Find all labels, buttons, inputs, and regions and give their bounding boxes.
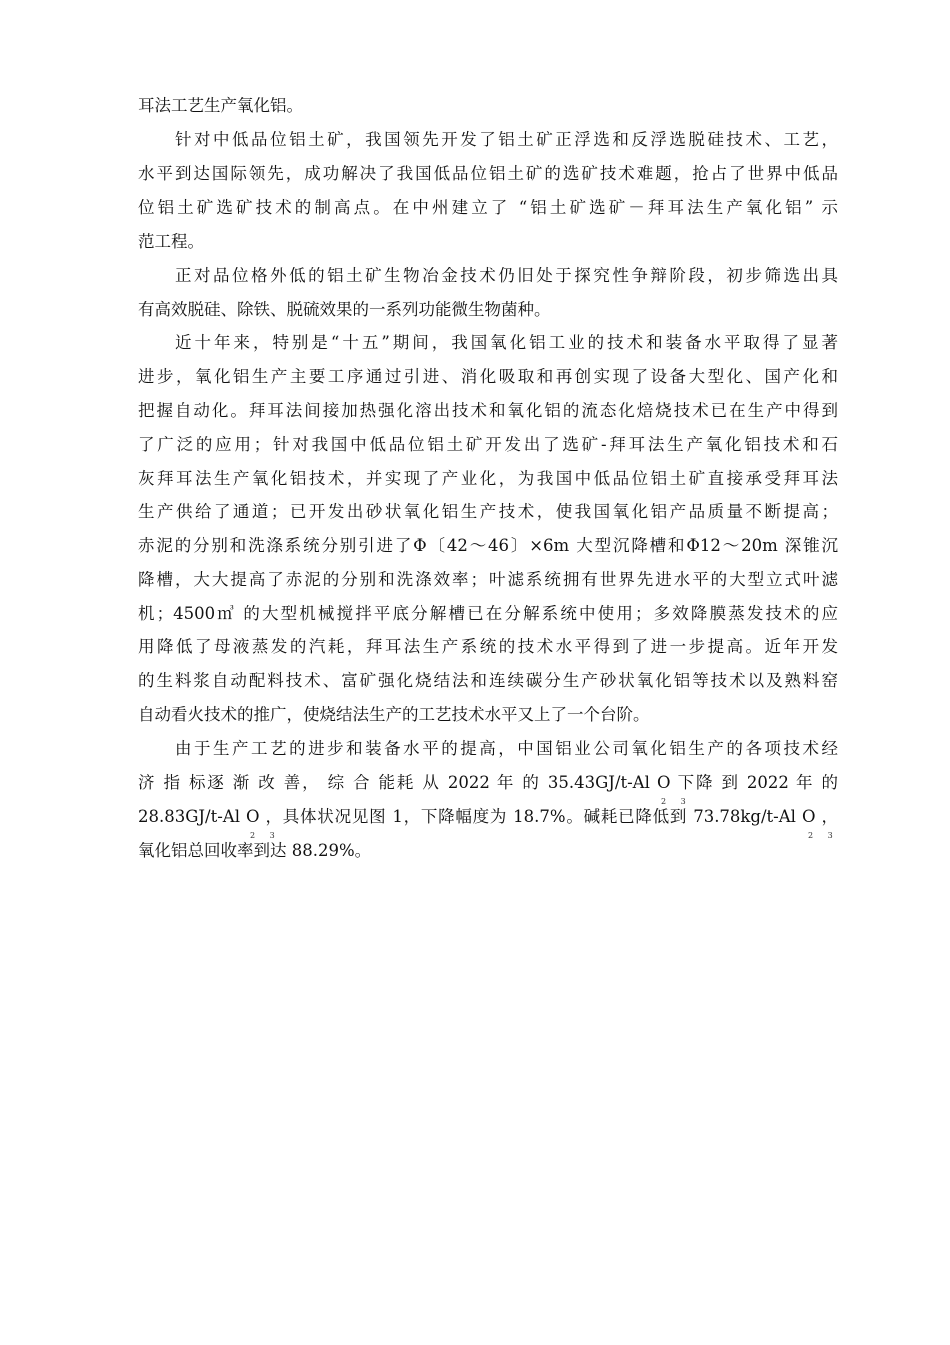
paragraph-line: 了广泛的应用；针对我国中低品位铝土矿开发出了选矿-拜耳法生产氧化铝技术和石 bbox=[138, 435, 838, 454]
subscript: 2 3 bbox=[250, 831, 281, 840]
paragraph-line: 赤泥的分别和洗涤系统分别引进了Φ〔42～46〕×6m 大型沉降槽和Φ12～20m 深锥沉 bbox=[138, 536, 838, 555]
paragraph-line: 近十年来，特别是“十五”期间，我国氧化铝工业的技术和装备水平取得了显著 bbox=[175, 333, 838, 352]
paragraph-line: 自动看火技术的推广，使烧结法生产的工艺技术水平又上了一个台阶。 bbox=[138, 705, 650, 724]
paragraph-line: 有高效脱硅、除铁、脱硫效果的一系列功能微生物菌种。 bbox=[138, 300, 551, 319]
paragraph-line: 由于生产工艺的进步和装备水平的提高，中国铝业公司氧化铝生产的各项技术经 bbox=[175, 739, 838, 758]
paragraph-line: 用降低了母液蒸发的汽耗，拜耳法生产系统的技术水平得到了进一步提高。近年开发 bbox=[138, 637, 838, 656]
paragraph-line: 灰拜耳法生产氧化铝技术，并实现了产业化，为我国中低品位铝土矿直接承受拜耳法 bbox=[138, 469, 838, 488]
paragraph-line: 氧化铝总回收率到达 88.29%。 bbox=[138, 841, 372, 860]
paragraph-line: 机；4500㎥ 的大型机械搅拌平底分解槽已在分解系统中使用；多效降膜蒸发技术的应 bbox=[138, 604, 838, 623]
paragraph-line: 耳法工艺生产氧化铝。 bbox=[138, 96, 303, 115]
paragraph-line: 生产供给了通道；已开发出砂状氧化铝生产技术，使我国氧化铝产品质量不断提高； bbox=[138, 502, 838, 521]
paragraph-line: 济 指 标逐 渐 改 善， 综 合 能耗 从 2022 年 的 35.43GJ/t-Al O 下降 到 2022 年 的 bbox=[138, 773, 838, 792]
paragraph-line: 28.83GJ/t-Al O ，具体状况见图 1，下降幅度为 18.7%。碱耗已降低到 73.78kg/t-Al O ， bbox=[138, 807, 838, 826]
paragraph-line: 正对品位格外低的铝土矿生物冶金技术仍旧处于探究性争辩阶段，初步筛选出具 bbox=[175, 266, 838, 285]
paragraph-line: 水平到达国际领先，成功解决了我国低品位铝土矿的选矿技术难题，抢占了世界中低品 bbox=[138, 164, 838, 183]
paragraph-line: 位铝土矿选矿技术的制高点。在中州建立了 “铝土矿选矿－拜耳法生产氧化铝” 示 bbox=[138, 198, 838, 217]
subscript: 2 3 bbox=[661, 797, 692, 806]
paragraph-line: 进步，氧化铝生产主要工序通过引进、消化吸取和再创实现了设备大型化、国产化和 bbox=[138, 367, 838, 386]
subscript: 2 3 bbox=[808, 831, 839, 840]
paragraph-line: 把握自动化。拜耳法间接加热强化溶出技术和氧化铝的流态化焙烧技术已在生产中得到 bbox=[138, 401, 838, 420]
paragraph-line: 范工程。 bbox=[138, 232, 204, 251]
paragraph-line: 的生料浆自动配料技术、富矿强化烧结法和连续碳分生产砂状氧化铝等技术以及熟料窑 bbox=[138, 671, 838, 690]
paragraph-line: 针对中低品位铝土矿，我国领先开发了铝土矿正浮选和反浮选脱硅技术、工艺， bbox=[175, 130, 838, 149]
paragraph-line: 降槽，大大提高了赤泥的分别和洗涤效率；叶滤系统拥有世界先进水平的大型立式叶滤 bbox=[138, 570, 838, 589]
